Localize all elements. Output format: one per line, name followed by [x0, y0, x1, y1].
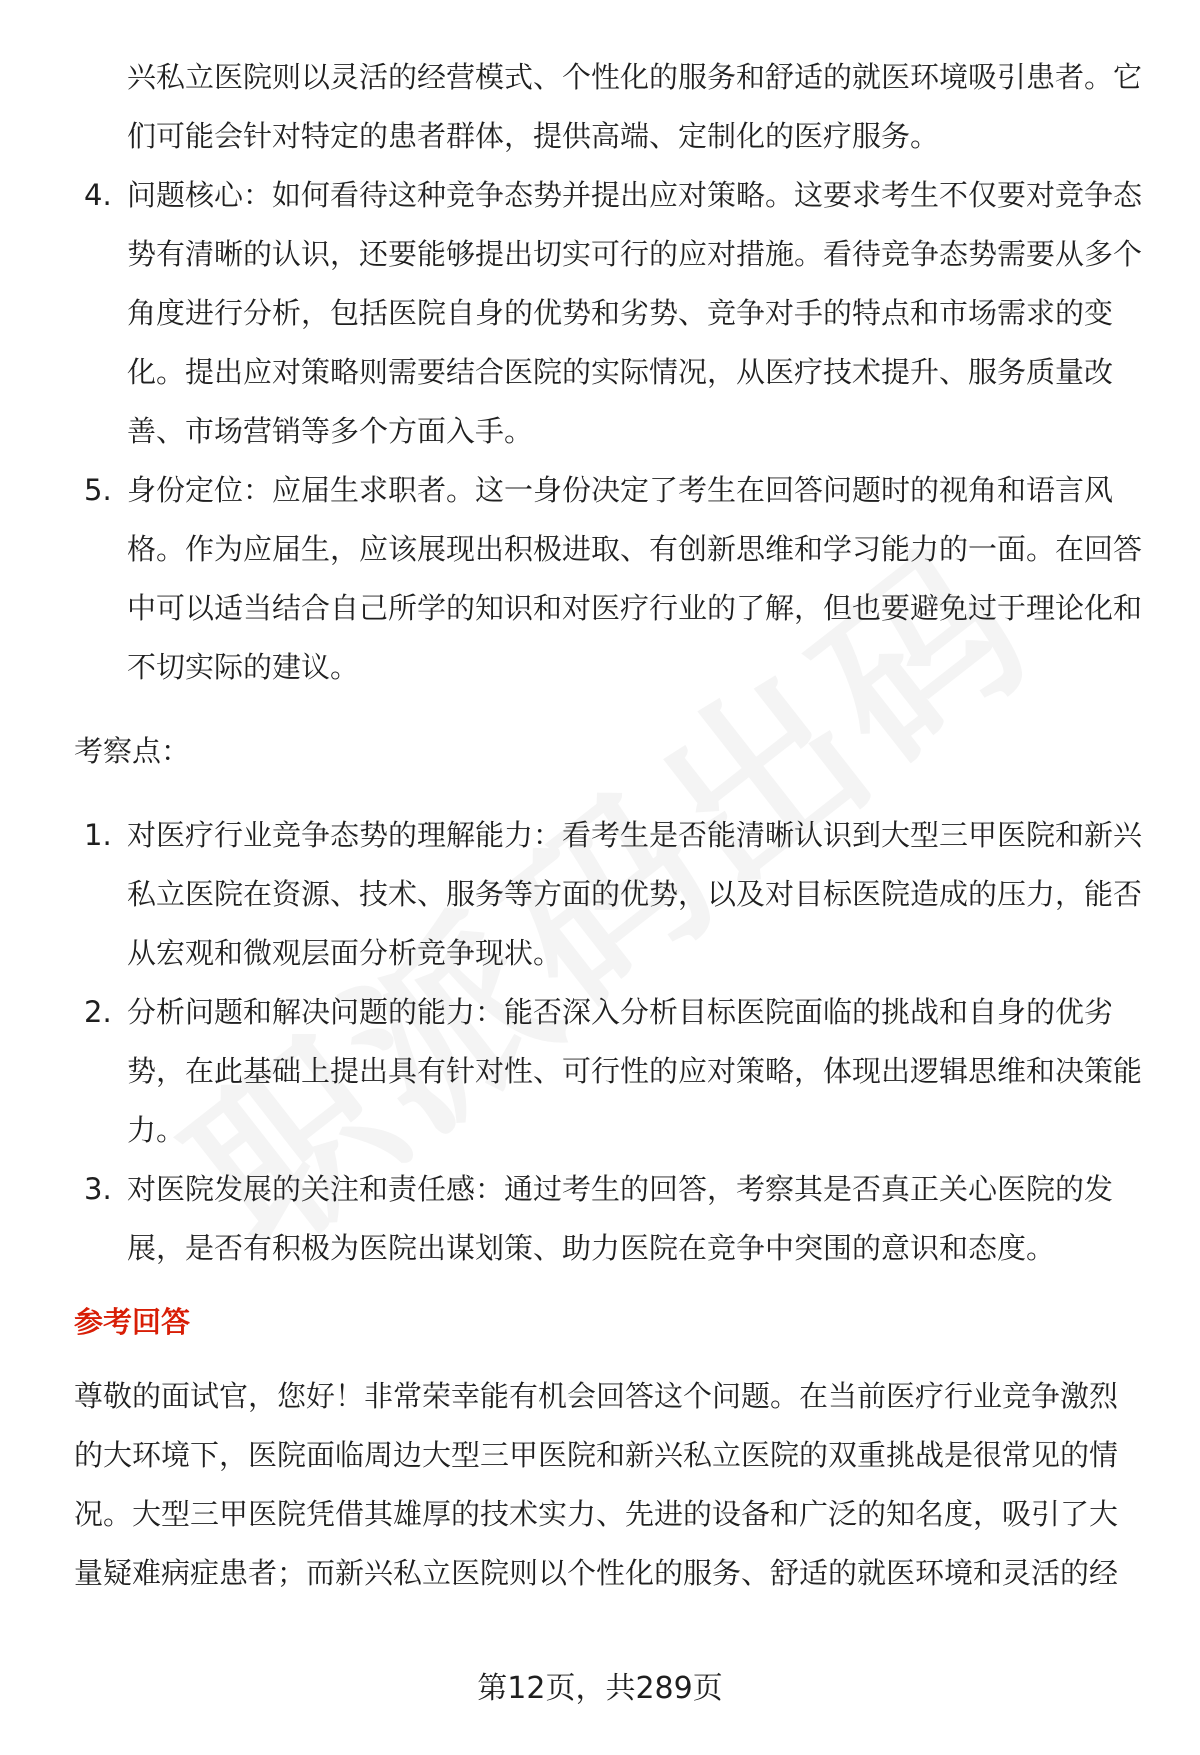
- list-number: 1.: [84, 818, 112, 852]
- list-item: [74, 461, 1144, 697]
- page-number-footer: 第12页，共289页: [477, 1671, 723, 1706]
- list-item-text: 分析问题和解决问题的能力：能否深入分析目标医院面临的挑战和自身的优劣势，在此基础上提出具有针对性、可行性的应对策略，体现出逻辑思维和决策能力。: [127, 995, 1143, 1147]
- list-item-text: 对医疗行业竞争态势的理解能力：看考生是否能清晰认识到大型三甲医院和新兴私立医院在资源、技术、服务等方面的优势，以及对目标医院造成的压力，能否从宏观和微观层面分析竞争现状。: [127, 818, 1143, 970]
- list-item-text: 身份定位：应届生求职者。这一身份决定了考生在回答问题时的视角和语言风格。作为应届生，应该展现出积极进取、有创新思维和学习能力的一面。在回答中可以适当结合自己所学的知识和对医疗行业的了解，但也要避免过于理论化和不切实际的建议。: [127, 473, 1143, 684]
- list-item: [74, 166, 1144, 461]
- analysis-list: [74, 166, 1144, 697]
- continued-list-text: 兴私立医院则以灵活的经营模式、个性化的服务和舒适的就医环境吸引患者。它们可能会针对特定的患者群体，提供高端、定制化的医疗服务。: [127, 60, 1143, 153]
- document-content: [74, 48, 1144, 1603]
- list-item: [74, 806, 1144, 983]
- list-number: 2.: [84, 995, 112, 1029]
- list-item: [74, 983, 1144, 1160]
- list-number: 3.: [84, 1172, 112, 1206]
- list-number: 4.: [84, 178, 112, 212]
- reference-answer-paragraph: 尊敬的面试官，您好！非常荣幸能有机会回答这个问题。在当前医疗行业竞争激烈的大环境下，医院面临周边大型三甲医院和新兴私立医院的双重挑战是很常见的情况。大型三甲医院凭借其雄厚的技术实力、先进的设备和广泛的知名度，吸引了大量疑难病症患者；而新兴私立医院则以个性化的服务、舒适的就医环境和灵活的经: [74, 1379, 1119, 1590]
- reference-answer-heading: 参考回答: [74, 1305, 191, 1339]
- list-item-text: 对医院发展的关注和责任感：通过考生的回答，考察其是否真正关心医院的发展，是否有积极为医院出谋划策、助力医院在竞争中突围的意识和态度。: [127, 1172, 1114, 1265]
- assessment-list: [74, 806, 1144, 1278]
- list-number: 5.: [84, 473, 112, 507]
- list-item: [74, 1160, 1144, 1278]
- list-item-text: 问题核心：如何看待这种竞争态势并提出应对策略。这要求考生不仅要对竞争态势有清晰的认识，还要能够提出切实可行的应对措施。看待竞争态势需要从多个角度进行分析，包括医院自身的优势和劣势、竞争对手的特点和市场需求的变化。提出应对策略则需要结合医院的实际情况，从医疗技术提升、服务质量改善、市场营销等多个方面入手。: [127, 178, 1143, 448]
- assessment-label: 考察点：: [74, 734, 191, 768]
